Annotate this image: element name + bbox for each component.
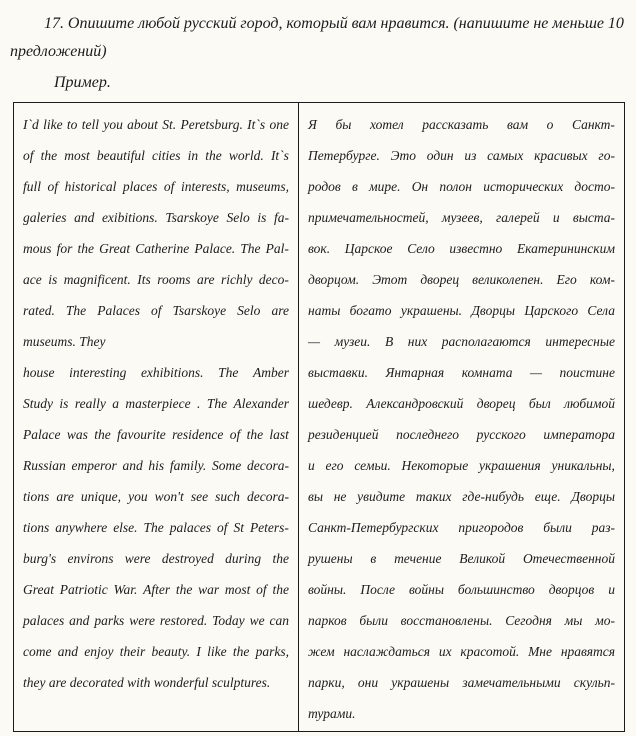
russian-column-cell (299, 103, 624, 731)
text-line: войны. После войны большинство дворцов и (308, 582, 615, 597)
text-line: I`d like to tell you about St. Peretsburg. It`s one (23, 117, 289, 132)
text-line: наты богато украшены. Дворцы Царского Села (308, 303, 615, 318)
text-line: Study is really a masterpiece . The Alexander (23, 396, 289, 411)
text-line: парки, они украшены замечательными скульп- (308, 675, 615, 690)
task-statement (10, 10, 624, 66)
text-line: жем наслаждаться их красотой. Мне нравятся (308, 644, 615, 659)
text-line: mous for the Great Catherine Palace. The Pal- (23, 241, 289, 256)
text-line: предложений) (10, 43, 107, 60)
task-text-lines (10, 10, 624, 66)
text-line: house interesting exhibitions. The Amber (23, 365, 289, 380)
text-line: museums. They (23, 334, 106, 349)
text-line: tions are unique, you won't see such decora- (23, 489, 289, 504)
text-line: galeries and exibitions. Tsarskoye Selo is fa- (23, 210, 289, 225)
text-line: дворцом. Этот дворец великолепен. Его ком- (308, 272, 615, 287)
text-line: Palace was the favourite residence of the last (23, 427, 289, 442)
text-line: burg's environs were destroyed during the (23, 551, 289, 566)
text-line: ace is magnificent. Its rooms are richly deco- (23, 272, 289, 287)
text-line: palaces and parks were restored. Today we can (23, 613, 289, 628)
text-line: come and enjoy their beauty. I like the parks, (23, 644, 289, 659)
text-line: rated. The Palaces of Tsarskoye Selo are (23, 303, 289, 318)
text-line: Great Patriotic War. After the war most of the (23, 582, 289, 597)
text-line: турами. (308, 706, 356, 721)
text-line: и его семьи. Некоторые украшения уникальны, (308, 458, 615, 473)
example-table (13, 102, 625, 732)
text-line: of the most beautiful cities in the world. It`s (23, 148, 289, 163)
text-line: full of historical places of interests, museums, (23, 179, 289, 194)
text-line: выставки. Янтарная комната — поистине (308, 365, 615, 380)
text-line: вы не увидите таких где-нибудь еще. Дворцы (308, 489, 615, 504)
text-line: they are decorated with wonderful sculptures. (23, 675, 271, 690)
text-line: примечательностей, музеев, галерей и выста- (308, 210, 615, 225)
text-line: родов в мире. Он полон исторических досто- (308, 179, 615, 194)
english-column-cell (14, 103, 299, 731)
text-line: 17. Опишите любой русский город, который вам нравится. (напишите не меньше 10 (44, 15, 624, 32)
text-line: резиденцией последнего русского императора (308, 427, 615, 442)
text-line: парков были восстановлены. Сегодня мы мо- (308, 613, 615, 628)
text-line: Russian emperor and his family. Some decora- (23, 458, 289, 473)
text-line: Петербурге. Это один из самых красивых го- (308, 148, 615, 163)
text-line: tions anywhere else. The palaces of St Peters- (23, 520, 289, 535)
text-line: шедевр. Александровский дворец был любимой (308, 396, 615, 411)
text-line: — музеи. В них располагаются интересные (308, 334, 615, 349)
text-line: рушены в течение Великой Отечественной (308, 551, 615, 566)
text-line: Санкт-Петербургских пригородов были раз- (308, 520, 615, 535)
text-line: вок. Царское Село известно Екатерининским (308, 241, 615, 256)
text-line: Я бы хотел рассказать вам о Санкт- (308, 117, 615, 132)
example-label: Пример. (54, 74, 111, 91)
